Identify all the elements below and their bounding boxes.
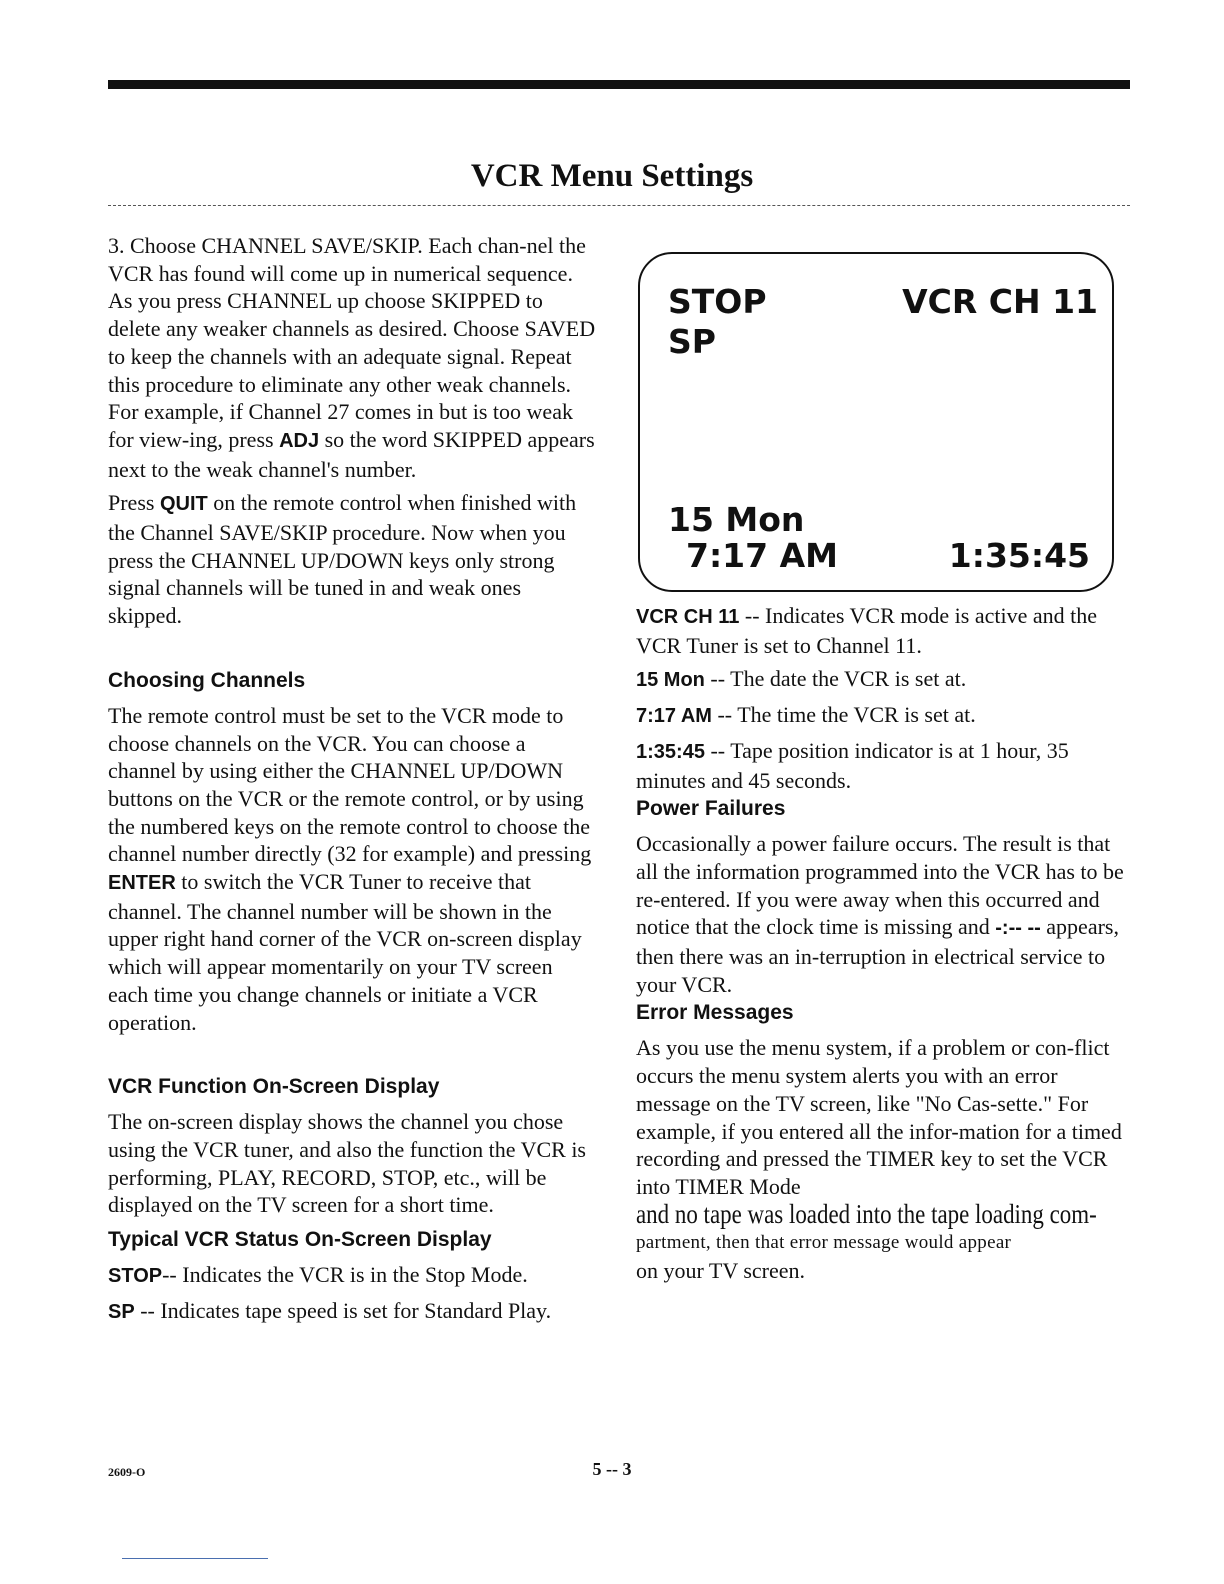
heading-typical-status-osd: Typical VCR Status On-Screen Display bbox=[108, 1228, 492, 1252]
error-line-small: partment, then that error message would appear bbox=[636, 1232, 1012, 1254]
document-code: 2609-O bbox=[108, 1465, 146, 1479]
paragraph-error-messages: As you use the menu system, if a problem or con-flict occurs the menu system alerts you with an error message on the TV screen, like "No Cas-sette." For example, if you entered all the infor-mation for a timed recording and pressed the TIMER key to set the VCR into TIMER Mode bbox=[636, 1035, 1122, 1199]
osd-time: 7:17 AM bbox=[686, 536, 838, 575]
heading-choosing-channels: Choosing Channels bbox=[108, 668, 306, 692]
right-column bbox=[636, 602, 1130, 1285]
bottom-artifact-line bbox=[122, 1558, 268, 1559]
heading-vcr-function-osd: VCR Function On-Screen Display bbox=[108, 1075, 440, 1099]
paragraph-power-failures: Occasionally a power failure occurs. The result is that all the information programmed into the VCR has to be re-entered. If you were away when this occurred and notice that the clock time is missing and -:-- -- appears, then there was an in-terruption in electrical service to your VCR. bbox=[636, 831, 1124, 997]
left-column bbox=[108, 232, 598, 1327]
key-enter: ENTER bbox=[108, 872, 176, 895]
error-line-last: on your TV screen. bbox=[636, 1258, 806, 1284]
legend-time: 7:17 AM -- The time the VCR is set at. bbox=[636, 702, 976, 728]
legend-vcr-ch: VCR CH 11 -- Indicates VCR mode is active and the VCR Tuner is set to Channel 11. bbox=[636, 603, 1097, 658]
key-quit: QUIT bbox=[159, 493, 208, 516]
heading-error-messages: Error Messages bbox=[636, 1001, 794, 1025]
osd-channel: VCR CH 11 bbox=[902, 282, 1098, 321]
heading-power-failures: Power Failures bbox=[636, 797, 786, 821]
osd-mode: STOP bbox=[668, 282, 767, 321]
page-title: VCR Menu Settings bbox=[470, 158, 754, 194]
top-rule bbox=[108, 80, 1130, 89]
paragraph-press-quit: Press QUIT on the remote control when finished with the Channel SAVE/SKIP procedure. Now when you press the CHANNEL UP/DOWN keys only strong signal channels will be tuned in and weak ones skipped. bbox=[108, 490, 577, 629]
title-divider bbox=[108, 205, 1130, 206]
paragraph-choosing-channels: The remote control must be set to the VCR mode to choose channels on the VCR. You can choose a channel by using either the CHANNEL UP/DOWN buttons on the VCR or the remote control, or by using the numbered keys on the remote control to choose the channel number directly (32 for example) and pressing ENTER to switch the VCR Tuner to receive that channel. The channel number will be shown in the upper right hand corner of the VCR on-screen display which will appear momentarily on your TV screen each time you change channels or initiate a VCR operation. bbox=[108, 702, 592, 1035]
error-line-narrow: and no tape was loaded into the tape loading com- bbox=[636, 1198, 1097, 1229]
osd-speed: SP bbox=[668, 322, 716, 361]
legend-sp: SP -- Indicates tape speed is set for Standard Play. bbox=[108, 1297, 552, 1323]
page-number: 5 -- 3 bbox=[592, 1459, 632, 1479]
legend-date: 15 Mon -- The date the VCR is set at. bbox=[636, 666, 967, 692]
legend-stop: STOP-- Indicates the VCR is in the Stop Mode. bbox=[108, 1262, 528, 1288]
osd-counter: 1:35:45 bbox=[948, 536, 1090, 575]
legend-counter: 1:35:45 -- Tape position indicator is at 1 hour, 35 minutes and 45 seconds. bbox=[636, 737, 1069, 793]
paragraph-channel-save-skip: 3. Choose CHANNEL SAVE/SKIP. Each chan-nel the VCR has found will come up in numerical sequence. As you press CHANNEL up choose SKIPPED to delete any weaker channels as desired. Choose SAVED to keep the channels with an adequate signal. Repeat this procedure to eliminate any other weak channels. For example, if Channel 27 comes in but is too weak for view-ing, press ADJ so the word SKIPPED appears next to the weak channel's number. bbox=[108, 233, 596, 482]
paragraph-osd-description: The on-screen display shows the channel you chose using the VCR tuner, and also the function the VCR is performing, PLAY, RECORD, STOP, etc., will be displayed on the TV screen for a short time. bbox=[108, 1109, 586, 1218]
vcr-onscreen-display bbox=[638, 252, 1114, 592]
key-adj: ADJ bbox=[279, 429, 320, 452]
osd-date: 15 Mon bbox=[668, 500, 805, 539]
key-blank-clock: -:-- -- bbox=[995, 917, 1041, 940]
